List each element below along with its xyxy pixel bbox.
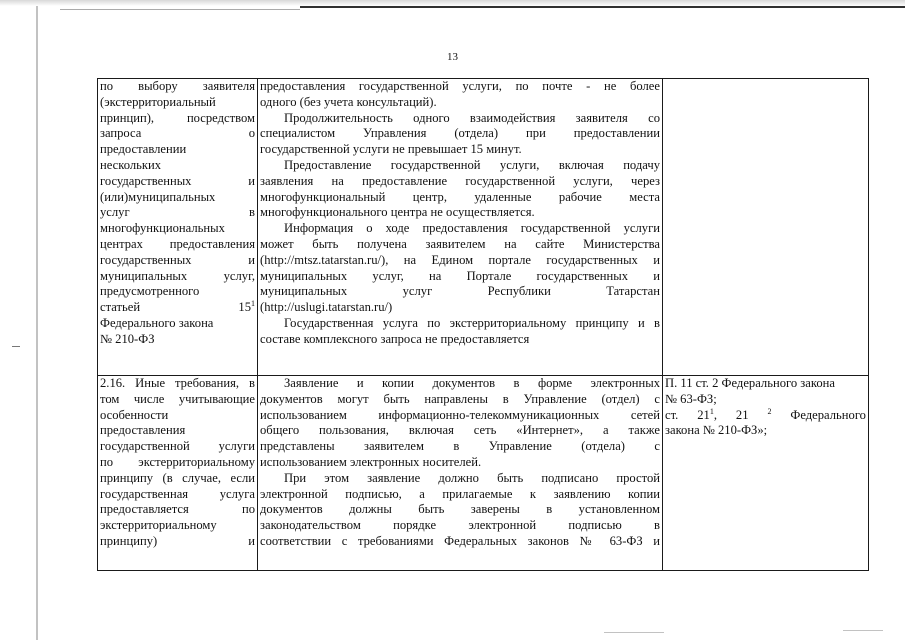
legal-basis-cell [663, 376, 869, 571]
text-line: предоставления государственной услуги, по почте - не более [260, 79, 660, 93]
text-line: государственной услуги не превышает 15 минут. [260, 142, 522, 157]
text-line: документов должны быть заверены в установленном [260, 502, 660, 517]
text-line: государственная услуга [100, 486, 255, 501]
text-line: 2.16. Иные требования, в [100, 376, 255, 390]
text-line: специалистом Управления (отдела) при предоставлении [260, 126, 660, 141]
description-cell [258, 79, 663, 376]
superscript: 1 [251, 298, 255, 308]
text-line: услуг в [100, 205, 255, 220]
text-line: Продолжительность одного взаимодействия заявителя со [284, 110, 660, 125]
text-line: П. 11 ст. 2 Федерального закона [665, 376, 835, 390]
scan-left-rule [36, 6, 38, 640]
text-line: Федерального закона [100, 315, 214, 330]
text-line: представлены заявителем в Управление (отдела) с [260, 439, 660, 454]
text-line: Заявление и копии документов в форме электронных [284, 376, 660, 390]
text-line: соответствии с требованиями Федеральных законов № 63-ФЗ и [260, 533, 660, 548]
text-line: Государственная услуга по экстерриториальному принципу и в [284, 315, 660, 330]
page-number: 13 [447, 51, 458, 63]
scan-bottom-mark [604, 632, 664, 633]
text-line: Предоставление государственной услуги, включая подачу [284, 157, 660, 172]
text-line: (или)муниципальных [100, 189, 216, 204]
text-line: многофункциональных [100, 221, 225, 236]
text-line: предоставлении [100, 142, 187, 157]
text-line: законодательством порядке электронной подписью в [260, 518, 660, 533]
text-line: использованием электронных носителей. [260, 454, 482, 469]
scan-bottom-mark [843, 630, 883, 631]
text-line [665, 408, 866, 424]
text-line: использованием информационно-телекоммуникационных сетей [260, 407, 660, 422]
text-line: принципу (в случае, если [100, 470, 255, 485]
text-line: государственной услуги [100, 439, 255, 454]
text-line: нескольких [100, 157, 162, 172]
text-line: по экстерриториальному [100, 454, 255, 469]
text-line [100, 300, 255, 316]
requirements-table [97, 78, 869, 571]
text-line: общего пользования, включая сеть «Интернет», а также [260, 423, 660, 438]
text-fragment: Федерального [790, 407, 866, 422]
table-row [98, 79, 869, 376]
text-line: многофункционального центра не осуществляется. [260, 205, 535, 220]
text-line: центрах предоставления [100, 236, 255, 251]
text-line: принципу) и [100, 533, 255, 548]
text-line: муниципальных услуг, на Портале государственных и [260, 268, 660, 283]
text-line: предоставления [100, 423, 186, 438]
text-line: При этом заявление должно быть подписано простой [284, 470, 660, 485]
superscript: 2 [767, 406, 772, 416]
scan-top-line [60, 9, 300, 10]
text-fragment: , 21 [713, 407, 749, 422]
text-line: предусмотренного [100, 284, 200, 299]
text-line: составе комплексного запроса не предоставляется [260, 331, 530, 346]
text-line: экстерриториальному [100, 518, 217, 533]
text-line: может быть получена заявителем на сайте Министерства [260, 236, 660, 251]
text-line: многофункциональный центр, удаленные рабочие места [260, 189, 660, 204]
table-row [98, 376, 869, 571]
scan-left-mark [12, 346, 20, 347]
text-line: электронной подписью, а прилагаемые к заявлению копии [260, 486, 660, 501]
scan-top-bar [300, 6, 905, 8]
text-line: предоставляется по [100, 502, 255, 517]
text-line: (экстерриториальный [100, 94, 216, 109]
text-line: том числе учитывающие [100, 391, 255, 406]
text-fragment: ст. 21 [665, 407, 710, 422]
requirement-cell [98, 376, 258, 571]
text-line: государственных и [100, 252, 255, 267]
text-line: № 63-ФЗ; [665, 391, 717, 406]
text-line: (http://uslugi.tatarstan.ru/) [260, 300, 393, 315]
text-line: (http://mtsz.tatarstan.ru/), на Едином портале государственных и [260, 252, 660, 267]
text-line: особенности [100, 407, 169, 422]
text-fragment: статьей 15 [100, 300, 251, 315]
text-line: муниципальных услуг Республики Татарстан [260, 284, 660, 299]
text-line: документов могут быть направлены в Управление (отдел) с [260, 391, 660, 406]
text-line: государственных и [100, 173, 255, 188]
text-line: запроса о [100, 126, 255, 141]
description-cell [258, 376, 663, 571]
text-line: № 210-ФЗ [100, 331, 155, 346]
legal-basis-cell [663, 79, 869, 376]
text-line: закона № 210-ФЗ»; [665, 423, 768, 438]
superscript: 1 [709, 406, 714, 416]
text-line: Информация о ходе предоставления государственной услуги [284, 221, 660, 236]
text-line: заявления на предоставление государственной услуги, через [260, 173, 660, 188]
text-line: принцип), посредством [100, 110, 255, 125]
text-line: одного (без учета консультаций). [260, 94, 437, 109]
text-line: по выбору заявителя [100, 79, 255, 93]
text-line: муниципальных услуг, [100, 268, 255, 283]
requirement-cell [98, 79, 258, 376]
